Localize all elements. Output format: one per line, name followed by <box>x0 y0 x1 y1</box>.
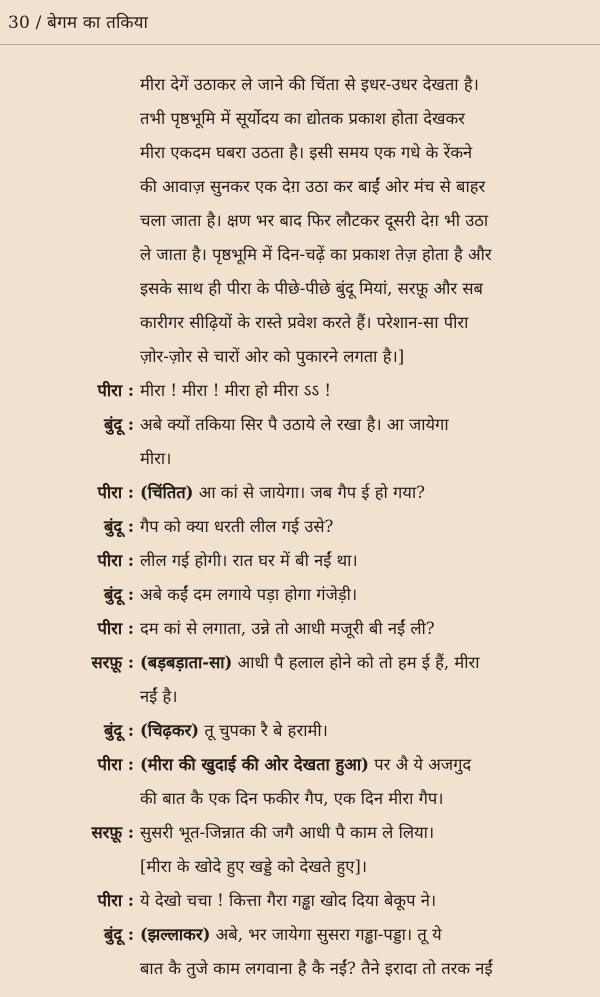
speaker-name: बुंदू : <box>103 585 134 604</box>
speech-text <box>140 714 588 748</box>
speech-line: की बात कै एक दिन फकीर गैप, एक दिन मीरा गैप। <box>140 789 444 808</box>
stage-direction-line: इसके साथ ही पीरा के पीछे-पीछे बुंदू मियां, सरफ़ू और सब <box>140 279 483 298</box>
page-header: 30 / बेगम का तकिया <box>8 13 149 33</box>
dialogue-entry <box>0 476 600 510</box>
dialogue-entry <box>0 714 600 748</box>
dialogue <box>0 374 600 986</box>
speech-text <box>140 918 588 986</box>
speech-line: [मीरा के खोदे हुए खड्डे को देखते हुए]। <box>140 857 368 876</box>
speech-line <box>140 476 588 510</box>
speech-text <box>140 408 588 476</box>
speech-text <box>140 544 588 578</box>
speech-line <box>140 748 588 782</box>
speaker-name: पीरा : <box>97 619 134 638</box>
stage-direction <box>140 68 588 374</box>
dialogue-entry <box>0 748 600 816</box>
speech-line-text: आधी पै हलाल होने को तो हम ई हैं, मीरा <box>237 653 480 672</box>
speech-text <box>140 816 588 884</box>
dialogue-entry <box>0 816 600 884</box>
speech-line: सुसरी भूत-जिन्नात की जगै आधी पै काम ले लिया। <box>140 823 435 842</box>
stage-direction-line: तभी पृष्ठभूमि में सूर्योदय का द्योतक प्रकाश होता देखकर <box>140 109 465 128</box>
dialogue-entry <box>0 510 600 544</box>
speech-line: ये देखो चचा ! कित्ता गैरा गड्ढा खोद दिया बेकूप ने। <box>140 891 437 910</box>
dialogue-entry <box>0 544 600 578</box>
speaker-name: बुंदू : <box>103 517 134 536</box>
speech-text <box>140 510 588 544</box>
speaker-name: बुंदू : <box>103 925 134 944</box>
speaker-name: बुंदू : <box>103 721 134 740</box>
speech-line-text: अबे, भर जायेगा सुसरा गड्ढा-पड्डा। तू ये <box>215 925 442 944</box>
dialogue-entry <box>0 646 600 714</box>
speech-line: मीरा ! मीरा ! मीरा हो मीरा ऽऽ ! <box>140 381 331 400</box>
speech-text <box>140 646 588 714</box>
header-divider <box>0 44 600 45</box>
speaker-name: बुंदू : <box>103 415 134 434</box>
speech-line-text: पर अै ये अजगुद <box>374 755 472 774</box>
dialogue-entry <box>0 578 600 612</box>
stage-direction-inline: (बड़बड़ाता-सा) <box>140 653 233 672</box>
speech-text <box>140 612 588 646</box>
speech-text <box>140 578 588 612</box>
speech-line: अबे क्यों तकिया सिर पै उठाये ले रखा है। आ जायेगा <box>140 415 449 434</box>
dialogue-entry <box>0 408 600 476</box>
speech-line: बात कै तुजे काम लगवाना है कै नईं? तैने इरादा तो तरक नईं <box>140 959 493 978</box>
stage-direction-inline: (मीरा की खुदाई की ओर देखता हुआ) <box>140 755 369 774</box>
speech-line: लील गई होगी। रात घर में बी नईं था। <box>140 551 358 570</box>
stage-direction-line: कारीगर सीढ़ियों के रास्ते प्रवेश करते हैं। परेशान-सा पीरा <box>140 313 469 332</box>
speech-text <box>140 374 588 408</box>
stage-direction-line: ज़ोर-ज़ोर से चारों ओर को पुकारने लगता है।] <box>140 347 405 366</box>
speech-line: अबे कईं दम लगाये पड़ा होगा गंजेड़ी। <box>140 585 358 604</box>
speech-line <box>140 714 588 748</box>
speaker-name: पीरा : <box>97 381 134 400</box>
speaker-name: सरफ़ू : <box>91 823 134 842</box>
stage-direction-line: की आवाज़ सुनकर एक देग़ उठा कर बाईं ओर मंच से बाहर <box>140 177 486 196</box>
speaker-name: पीरा : <box>97 483 134 502</box>
speech-line: गैप को क्या धरती लील गई उसे? <box>140 517 334 536</box>
stage-direction-line: ले जाता है। पृष्ठभूमि में दिन-चढ़ें का प्रकाश तेज़ होता है और <box>140 245 492 264</box>
speaker-name: सरफ़ू : <box>91 653 134 672</box>
speech-line: नईं है। <box>140 687 178 706</box>
speech-line <box>140 646 588 680</box>
stage-direction-line: मीरा देगें उठाकर ले जाने की चिंता से इधर-उधर देखता है। <box>140 75 479 94</box>
speaker-name: पीरा : <box>97 551 134 570</box>
stage-direction-inline: (चिढ़कर) <box>140 721 200 740</box>
stage-direction-line: मीरा एकदम घबरा उठता है। इसी समय एक गधे के रेंकने <box>140 143 473 162</box>
speech-text <box>140 748 588 816</box>
speech-line-text: आ कां से जायेगा। जब गैप ई हो गया? <box>198 483 425 502</box>
speech-line: दम कां से लगाता, उन्ने तो आधी मजूरी बी नईं ली? <box>140 619 435 638</box>
dialogue-entry <box>0 374 600 408</box>
speaker-name: पीरा : <box>97 891 134 910</box>
dialogue-entry <box>0 612 600 646</box>
stage-direction-line: चला जाता है। क्षण भर बाद फिर लौटकर दूसरी देग़ भी उठा <box>140 211 489 230</box>
speech-line: मीरा। <box>140 449 172 468</box>
dialogue-entry <box>0 918 600 986</box>
stage-direction-inline: (झल्लाकर) <box>140 925 211 944</box>
speaker-name: पीरा : <box>97 755 134 774</box>
speech-line-text: तू चुपका रै बे हरामी। <box>204 721 328 740</box>
speech-line <box>140 918 588 952</box>
speech-text <box>140 476 588 510</box>
speech-text <box>140 884 588 918</box>
dialogue-entry <box>0 884 600 918</box>
stage-direction-inline: (चिंतित) <box>140 483 194 502</box>
